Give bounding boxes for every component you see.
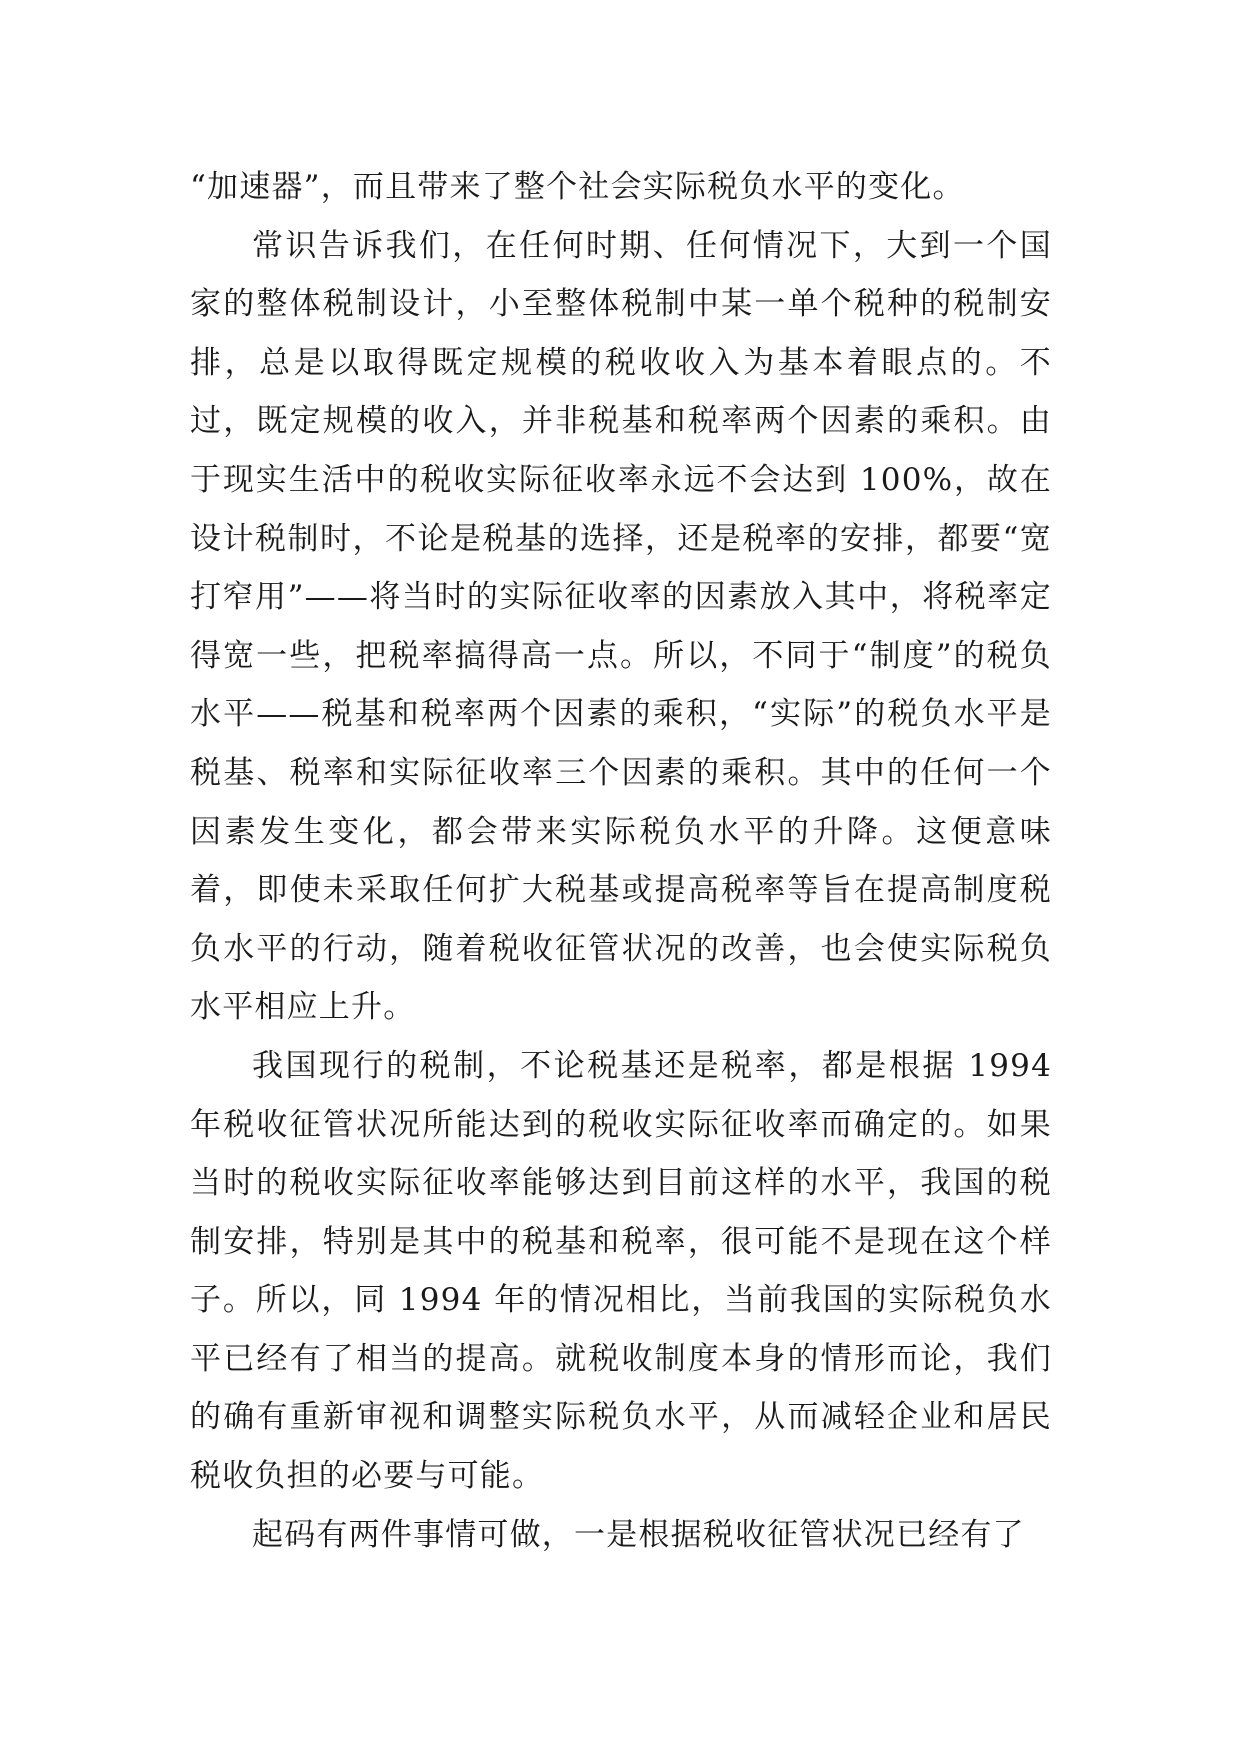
paragraph-2: 常识告诉我们，在任何时期、任何情况下，大到一个国家的整体税制设计，小至整体税制中某一单个税种的税制安排，总是以取得既定规模的税收收入为基本着眼点的。不过，既定规模的收入，并非税基和税率两个因素的乘积。由于现实生活中的税收实际征收率永远不会达到 100%，故在设计税制时，不论是税基的选择，还是税率的安排，都要“宽打窄用”——将当时的实际征收率的因素放入其中，将税率定得宽一些，把税率搞得高一点。所以，不同于“制度”的税负水平——税基和税率两个因素的乘积，“实际”的税负水平是税基、税率和实际征收率三个因素的乘积。其中的任何一个因素发生变化，都会带来实际税负水平的升降。这便意味着，即使未采取任何扩大税基或提高税率等旨在提高制度税负水平的行动，随着税收征管状况的改善，也会使实际税负水平相应上升。 (190, 227, 1052, 1026)
paragraph-3: 我国现行的税制，不论税基还是税率，都是根据 1994 年税收征管状况所能达到的税收实际征收率而确定的。如果当时的税收实际征收率能够达到目前这样的水平，我国的税制安排，特别是其中的税基和税率，很可能不是现在这个样子。所以，同 1994 年的情况相比，当前我国的实际税负水平已经有了相当的提高。就税收制度本身的情形而论，我们的确有重新审视和调整实际税负水平，从而减轻企业和居民税收负担的必要与可能。 (190, 1047, 1052, 1495)
document-body (190, 158, 1052, 1564)
paragraph-4: 起码有两件事情可做，一是根据税收征管状况已经有了 (252, 1516, 1025, 1553)
paragraph-1: “加速器”，而且带来了整个社会实际税负水平的变化。 (190, 169, 965, 205)
